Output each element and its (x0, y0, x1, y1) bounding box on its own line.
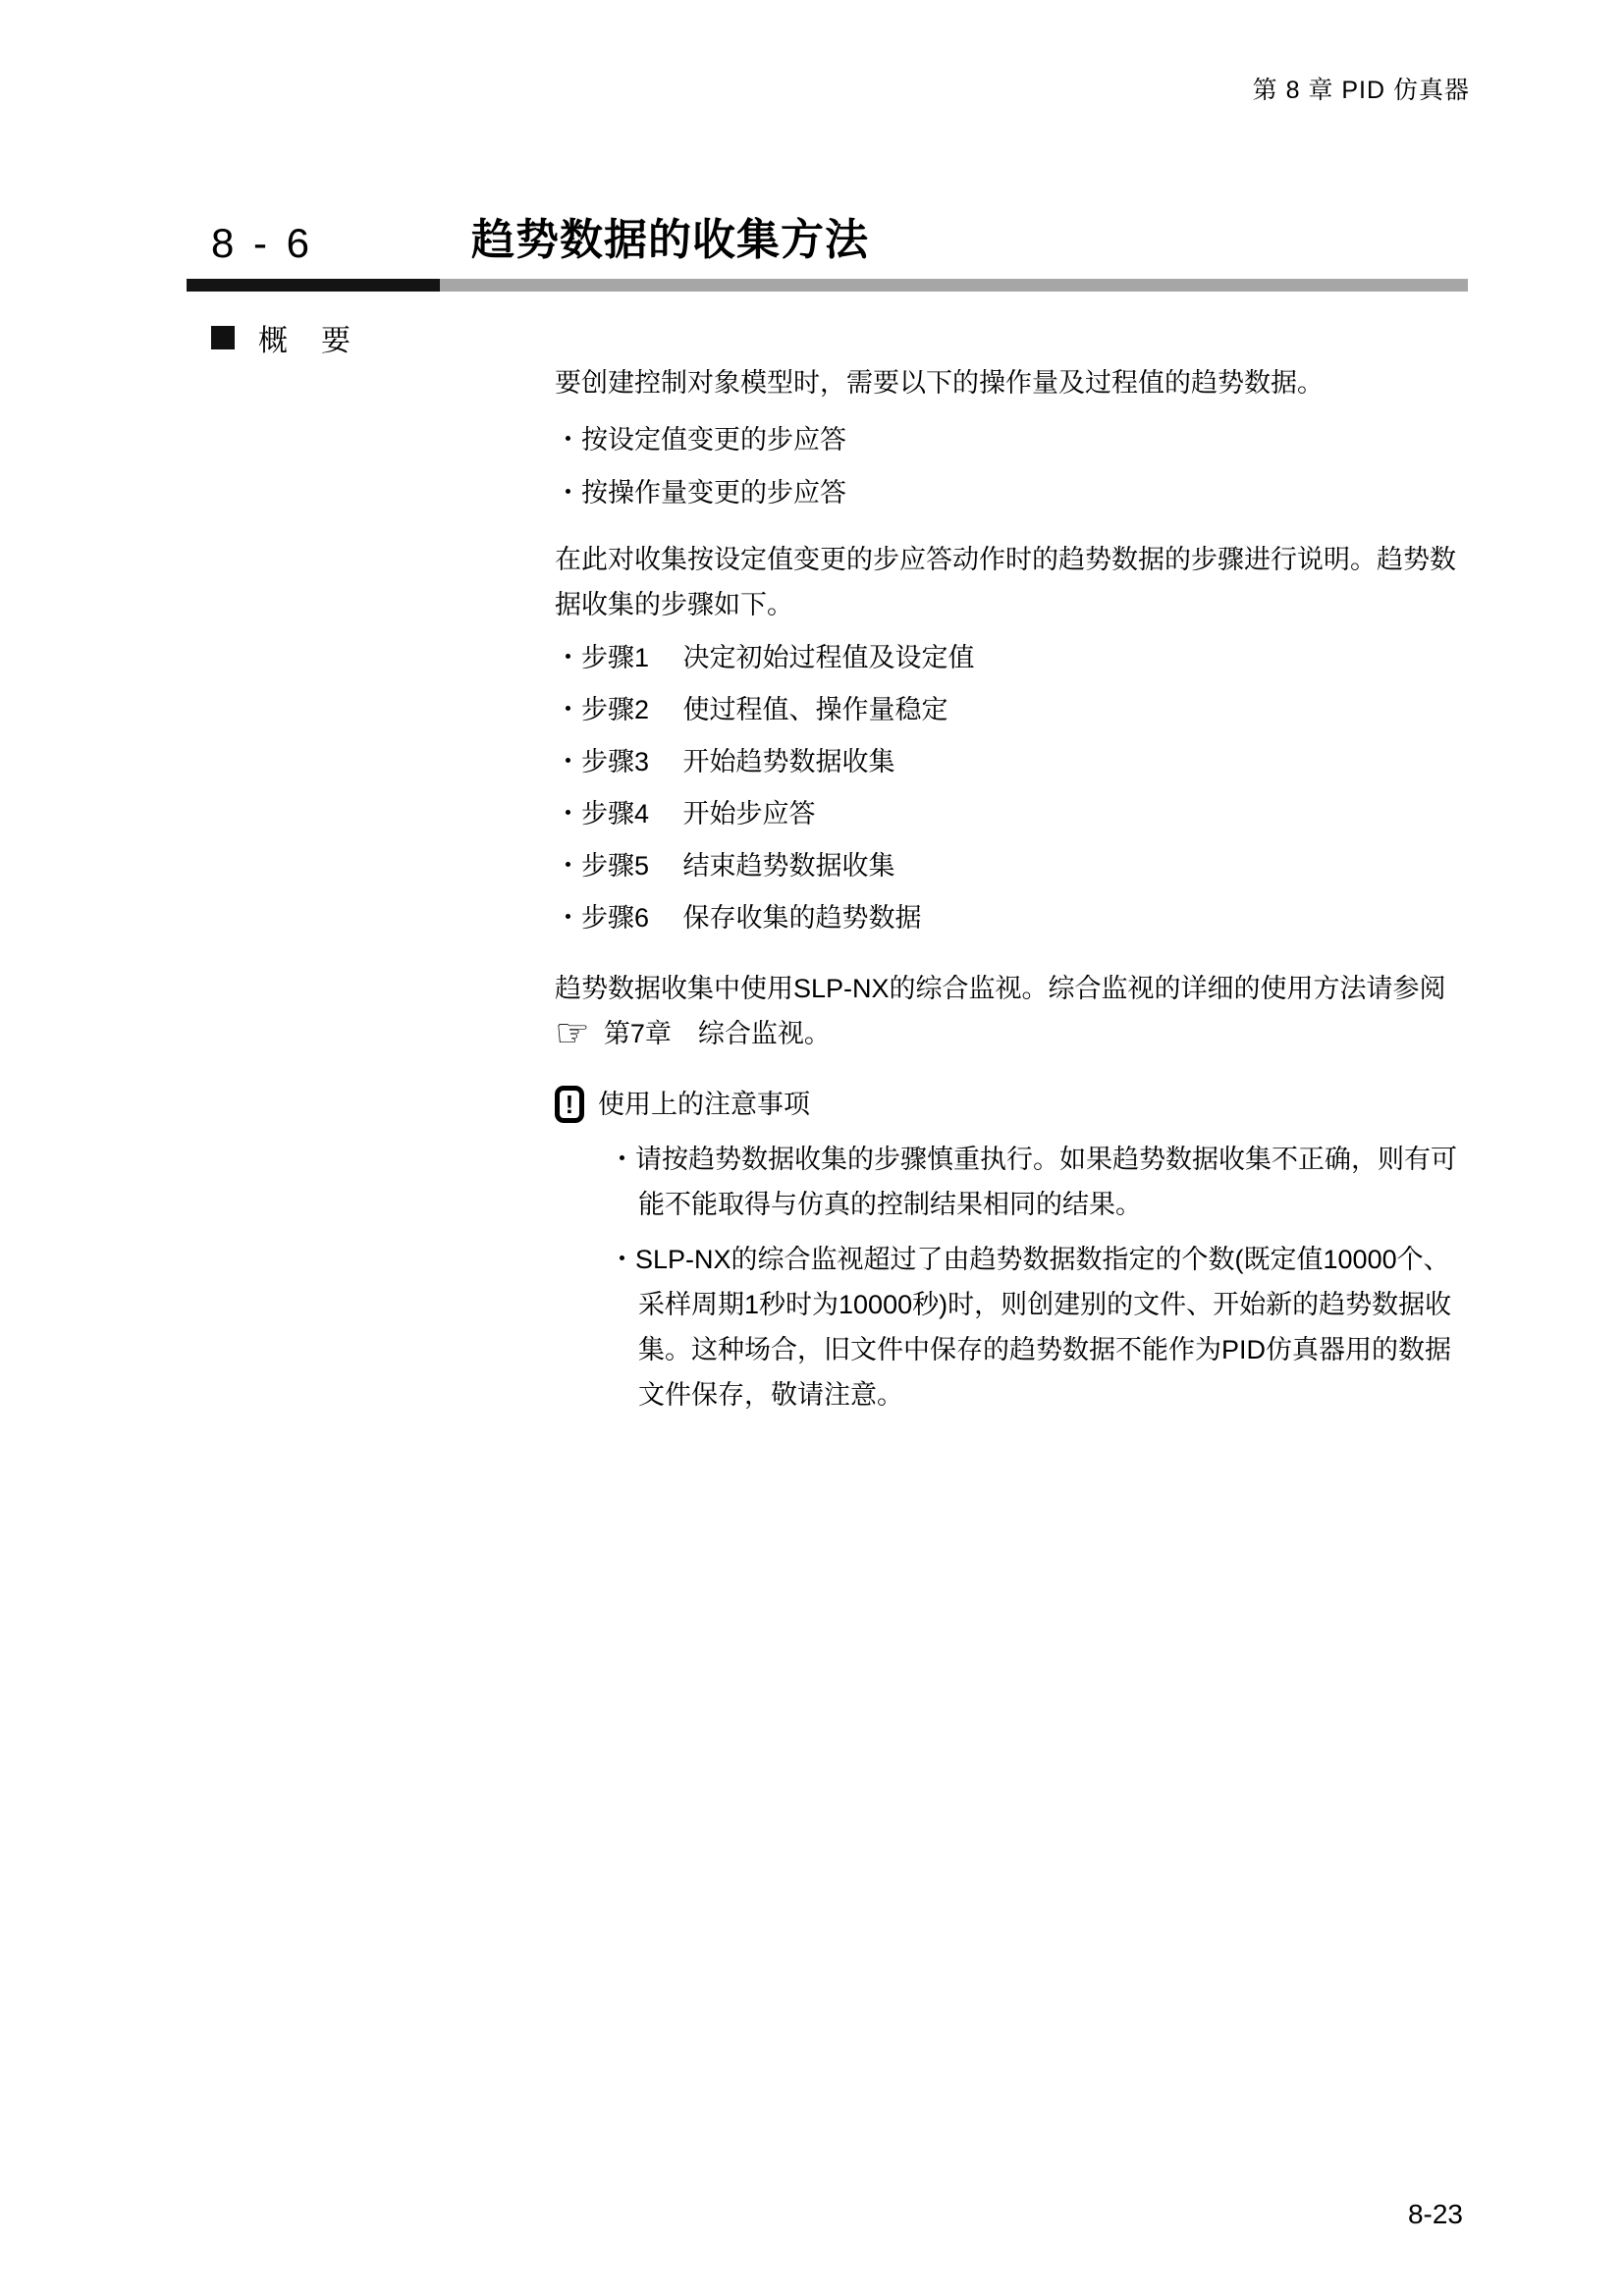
steps-list (555, 635, 1473, 940)
page-number: 8-23 (1407, 2199, 1463, 2229)
caution-block (555, 1082, 1473, 1417)
chapter-reference (555, 1011, 1473, 1056)
intro-paragraph: 要创建控制对象模型时，需要以下的操作量及过程值的趋势数据。 (555, 368, 1324, 398)
procedure-intro-paragraph: 在此对收集按设定值变更的步应答动作时的趋势数据的步骤进行说明。趋势数据收集的步骤如下。 (555, 545, 1456, 619)
chapter-reference-text: 第7章 综合监视。 (603, 1019, 831, 1048)
section-title: 趋势数据的收集方法 (471, 216, 869, 264)
step-item: ・步骤5 结束趋势数据收集 (555, 851, 895, 881)
step-item: ・步骤3 开始趋势数据收集 (555, 747, 895, 776)
pointing-hand-icon: ☞ (555, 1012, 590, 1055)
section-rule-black-segment (187, 279, 440, 292)
step-item: ・步骤4 开始步应答 (555, 799, 816, 828)
body-column (555, 348, 1473, 1417)
response-bullet: ・按操作量变更的步应答 (555, 478, 846, 507)
section-number: 8 - 6 (211, 220, 314, 266)
caution-item: ・请按趋势数据收集的步骤慎重执行。如果趋势数据收集不正确，则有可能不能取得与仿真的控制结果相同的结果。 (609, 1145, 1457, 1219)
step-item: ・步骤2 使过程值、操作量稳定 (555, 695, 948, 724)
step-item: ・步骤1 决定初始过程值及设定值 (555, 643, 975, 672)
monitor-note-paragraph: 趋势数据收集中使用SLP-NX的综合监视。综合监视的详细的使用方法请参阅 (555, 974, 1446, 1003)
caution-items (555, 1137, 1473, 1417)
response-bullet: ・按设定值变更的步应答 (555, 425, 846, 454)
section-heading (211, 204, 1470, 267)
caution-title: 使用上的注意事项 (598, 1090, 810, 1119)
exclamation-icon: ! (555, 1086, 584, 1123)
overview-heading-label: 概 要 (258, 325, 352, 357)
square-bullet-icon (211, 326, 235, 349)
section-rule (187, 279, 1468, 292)
overview-heading (211, 316, 352, 359)
step-item: ・步骤6 保存收集的趋势数据 (555, 903, 922, 933)
caution-title-row (555, 1082, 1473, 1127)
caution-item: ・SLP-NX的综合监视超过了由趋势数据数指定的个数(既定值10000个、采样周期1秒时为10000秒)时，则创建别的文件、开始新的趋势数据收集。这种场合，旧文件中保存的趋势数据不能作为PID仿真器用的数据文件保存，敬请注意。 (609, 1245, 1452, 1410)
running-header: 第 8 章 PID 仿真器 (1252, 77, 1470, 104)
